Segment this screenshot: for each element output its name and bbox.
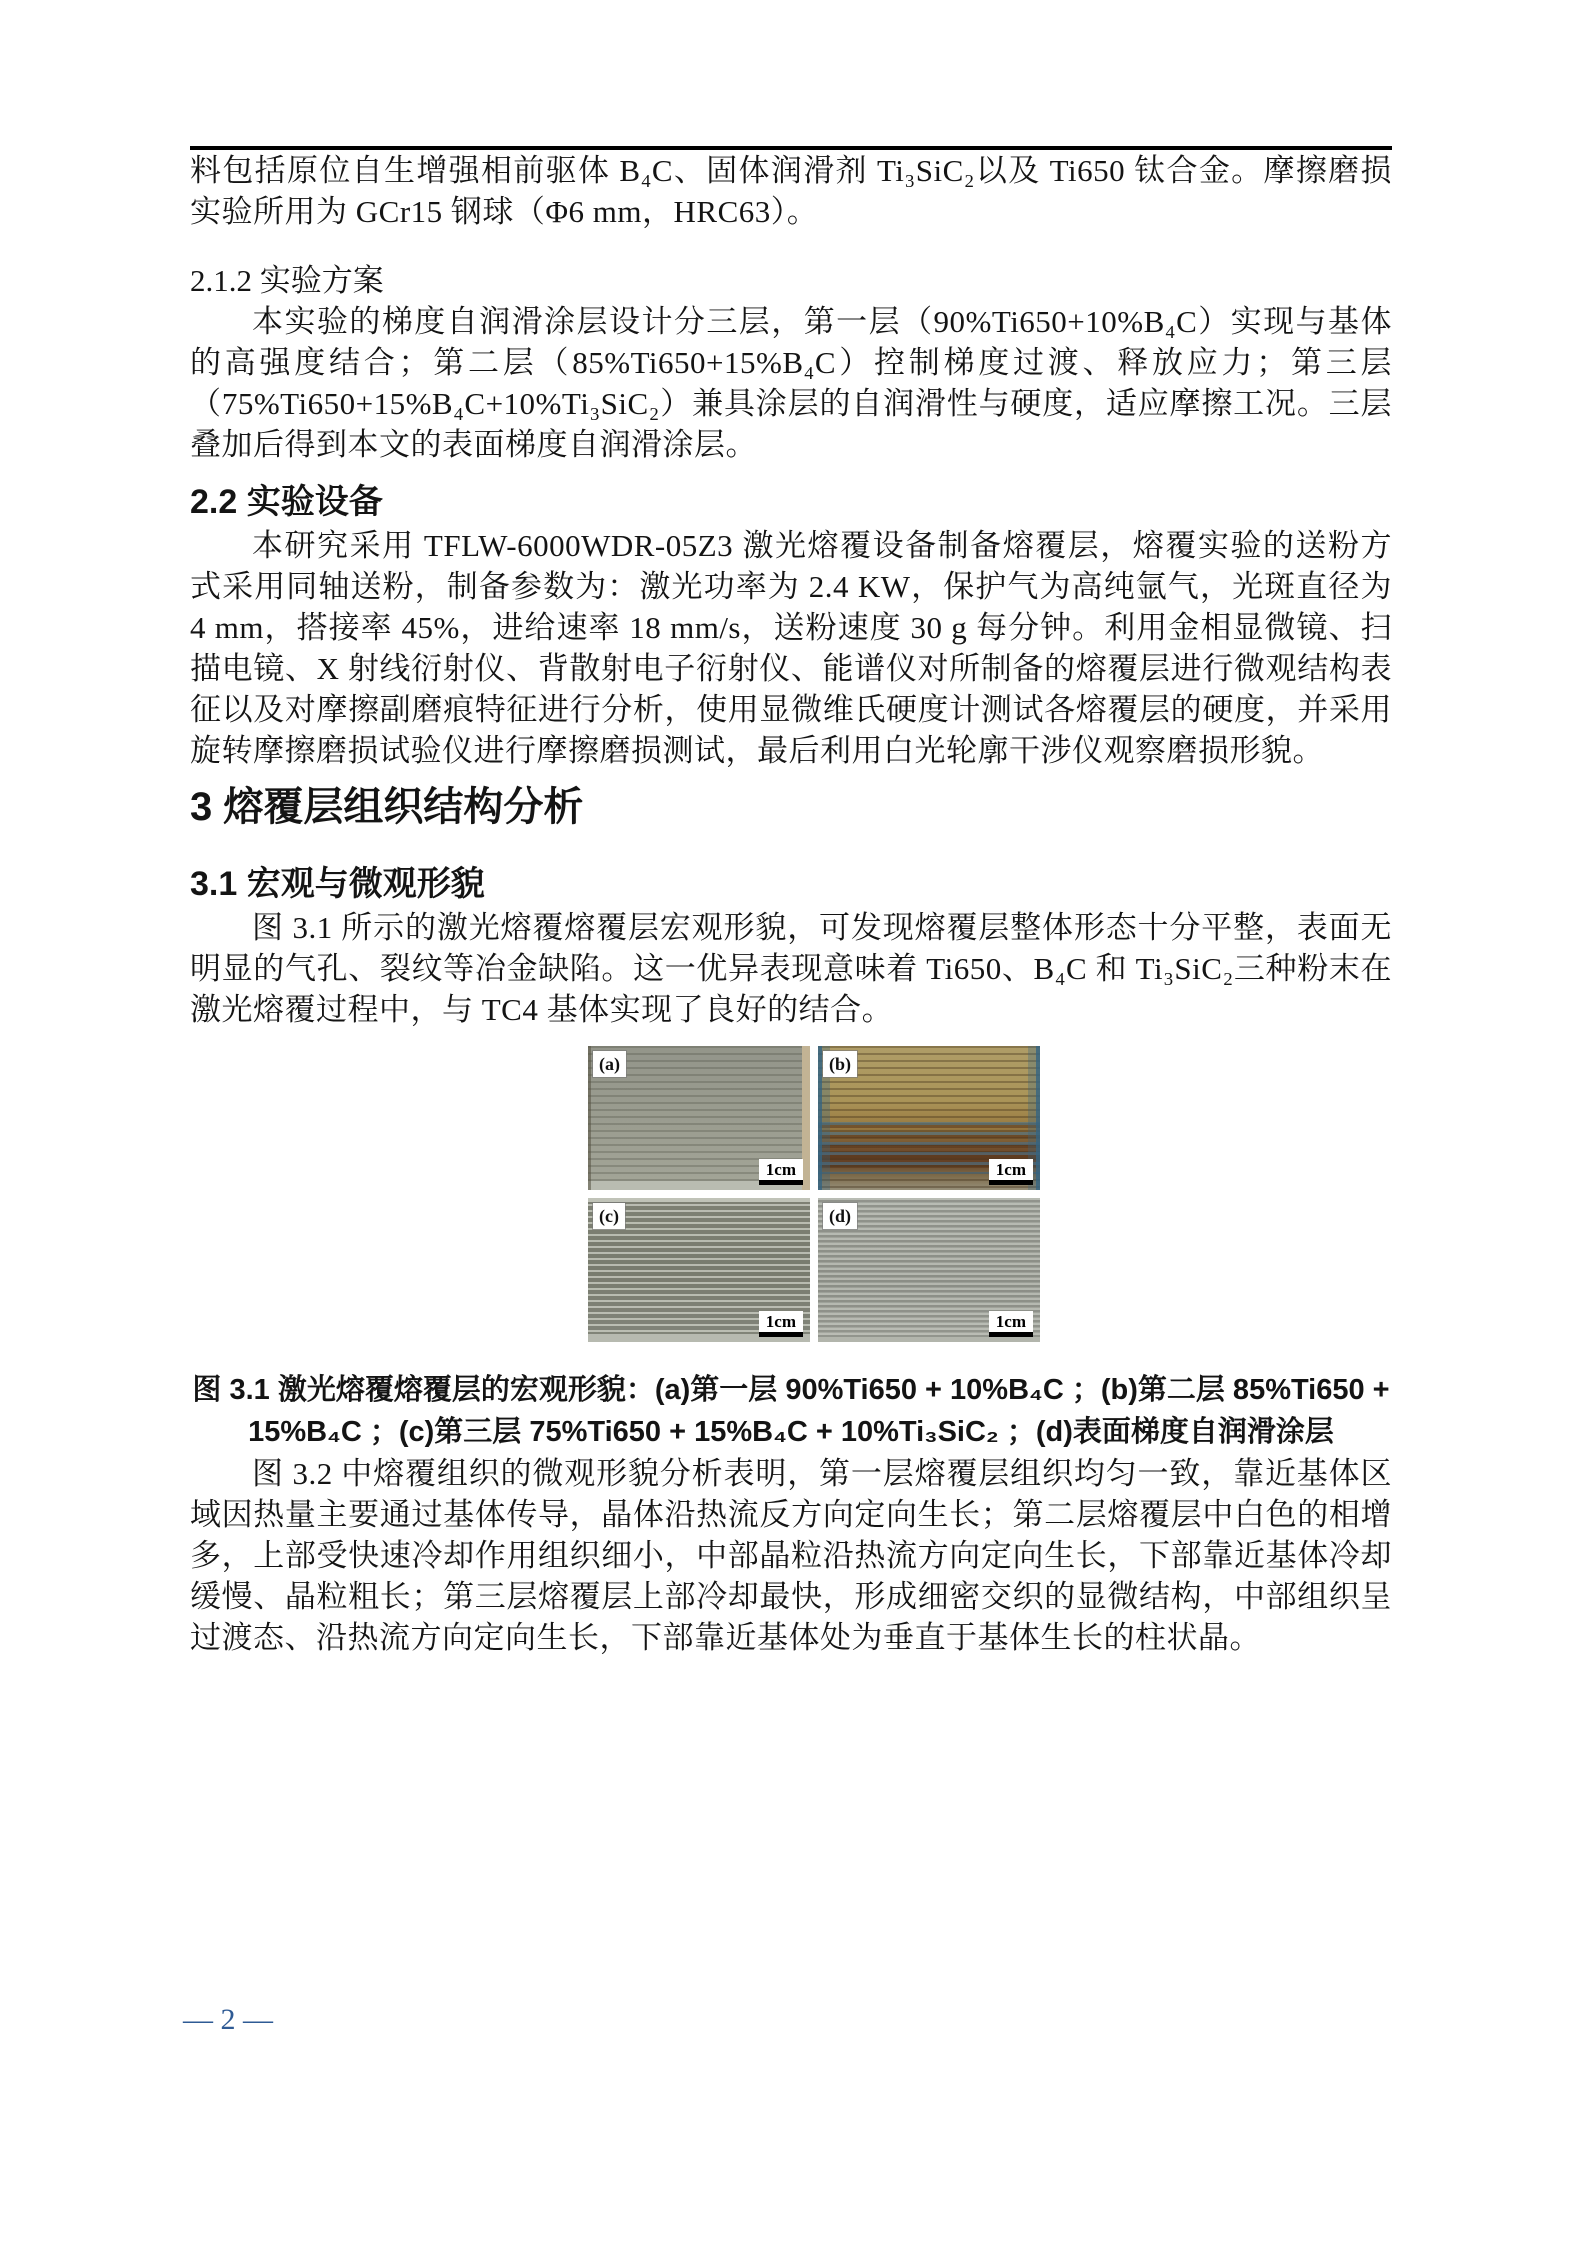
paragraph-coating-design: 本实验的梯度自润滑涂层设计分三层，第一层（90%Ti650+10%B₄C）实现与基体的高强度结合；第二层（85%Ti650+15%B₄C）控制梯度过渡、释放应力；第三层（75%Ti650+15%B₄C+10%Ti₃SiC₂）兼具涂层的自润滑性与硬度，适应摩擦工况。三层叠加后得到本文的表面梯度自润滑涂层。: [190, 304, 1392, 462]
page-content: [190, 0, 1392, 1658]
heading-3: 3 熔覆层组织结构分析: [190, 785, 584, 829]
figure-caption-line-2: 15%B₄C ；(c)第三层 75%Ti650 + 15%B₄C + 10%Ti₃SiC₂ ；(d)表面梯度自润滑涂层: [248, 1416, 1334, 1448]
scale-bar-b: 1cm: [989, 1159, 1033, 1185]
panel-label-b: (b): [823, 1051, 857, 1077]
figure-panel-b: [818, 1046, 1040, 1190]
figure-3-1: [588, 1046, 1040, 1342]
paragraph-continuation: 料包括原位自生增强相前驱体 B₄C、固体润滑剂 Ti₃SiC₂以及 Ti650 钛合金。摩擦磨损实验所用为 GCr15 钢球（Φ6 mm，HRC63）。: [190, 153, 1392, 229]
figure-caption: [190, 1369, 1392, 1453]
panel-label-d: (d): [823, 1203, 857, 1229]
figure-panel-c: [588, 1198, 810, 1342]
scale-bar-a: 1cm: [759, 1159, 803, 1185]
paragraph-equipment: 本研究采用 TFLW-6000WDR-05Z3 激光熔覆设备制备熔覆层，熔覆实验的送粉方式采用同轴送粉，制备参数为：激光功率为 2.4 KW，保护气为高纯氩气，光斑直径为 4 mm，搭接率 45%，进给速率 18 mm/s，送粉速度 30 g 每分钟。利用金相显微镜、扫描电镜、X 射线衍射仪、背散射电子衍射仪、能谱仪对所制备的熔覆层进行微观结构表征以及对摩擦副磨痕特征进行分析，使用显微维氏硬度计测试各熔覆层的硬度，并采用旋转摩擦磨损试验仪进行摩擦磨损测试，最后利用白光轮廓干涉仪观察磨损形貌。: [190, 528, 1392, 768]
scale-bar-c: 1cm: [759, 1311, 803, 1337]
heading-2-2: 2.2 实验设备: [190, 483, 383, 521]
heading-2-1-2: 2.1.2 实验方案: [190, 263, 384, 298]
paragraph-micro-morphology: 图 3.2 中熔覆组织的微观形貌分析表明，第一层熔覆层组织均匀一致，靠近基体区域因热量主要通过基体传导，晶体沿热流反方向定向生长；第二层熔覆层中白色的相增多，上部受快速冷却作用组织细小，中部晶粒沿热流方向定向生长，下部靠近基体冷却缓慢、晶粒粗长；第三层熔覆层上部冷却最快，形成细密交织的显微结构，中部组织呈过渡态、沿热流方向定向生长，下部靠近基体处为垂直于基体生长的柱状晶。: [190, 1456, 1392, 1655]
paragraph-macro-morphology: 图 3.1 所示的激光熔覆熔覆层宏观形貌，可发现熔覆层整体形态十分平整，表面无明显的气孔、裂纹等冶金缺陷。这一优异表现意味着 Ti650、B₄C 和 Ti₃SiC₂三种粉末在激光熔覆过程中，与 TC4 基体实现了良好的结合。: [190, 910, 1392, 1027]
figure-panel-d: [818, 1198, 1040, 1342]
scale-bar-d: 1cm: [989, 1311, 1033, 1337]
panel-label-c: (c): [593, 1203, 625, 1229]
figure-panel-a: [588, 1046, 810, 1190]
panel-label-a: (a): [593, 1051, 626, 1077]
page-number: — 2 —: [183, 2003, 273, 2036]
figure-caption-line-1: 图 3.1 激光熔覆熔覆层的宏观形貌：(a)第一层 90%Ti650 + 10%B₄C ；(b)第二层 85%Ti650 +: [192, 1374, 1390, 1406]
heading-3-1: 3.1 宏观与微观形貌: [190, 865, 485, 903]
